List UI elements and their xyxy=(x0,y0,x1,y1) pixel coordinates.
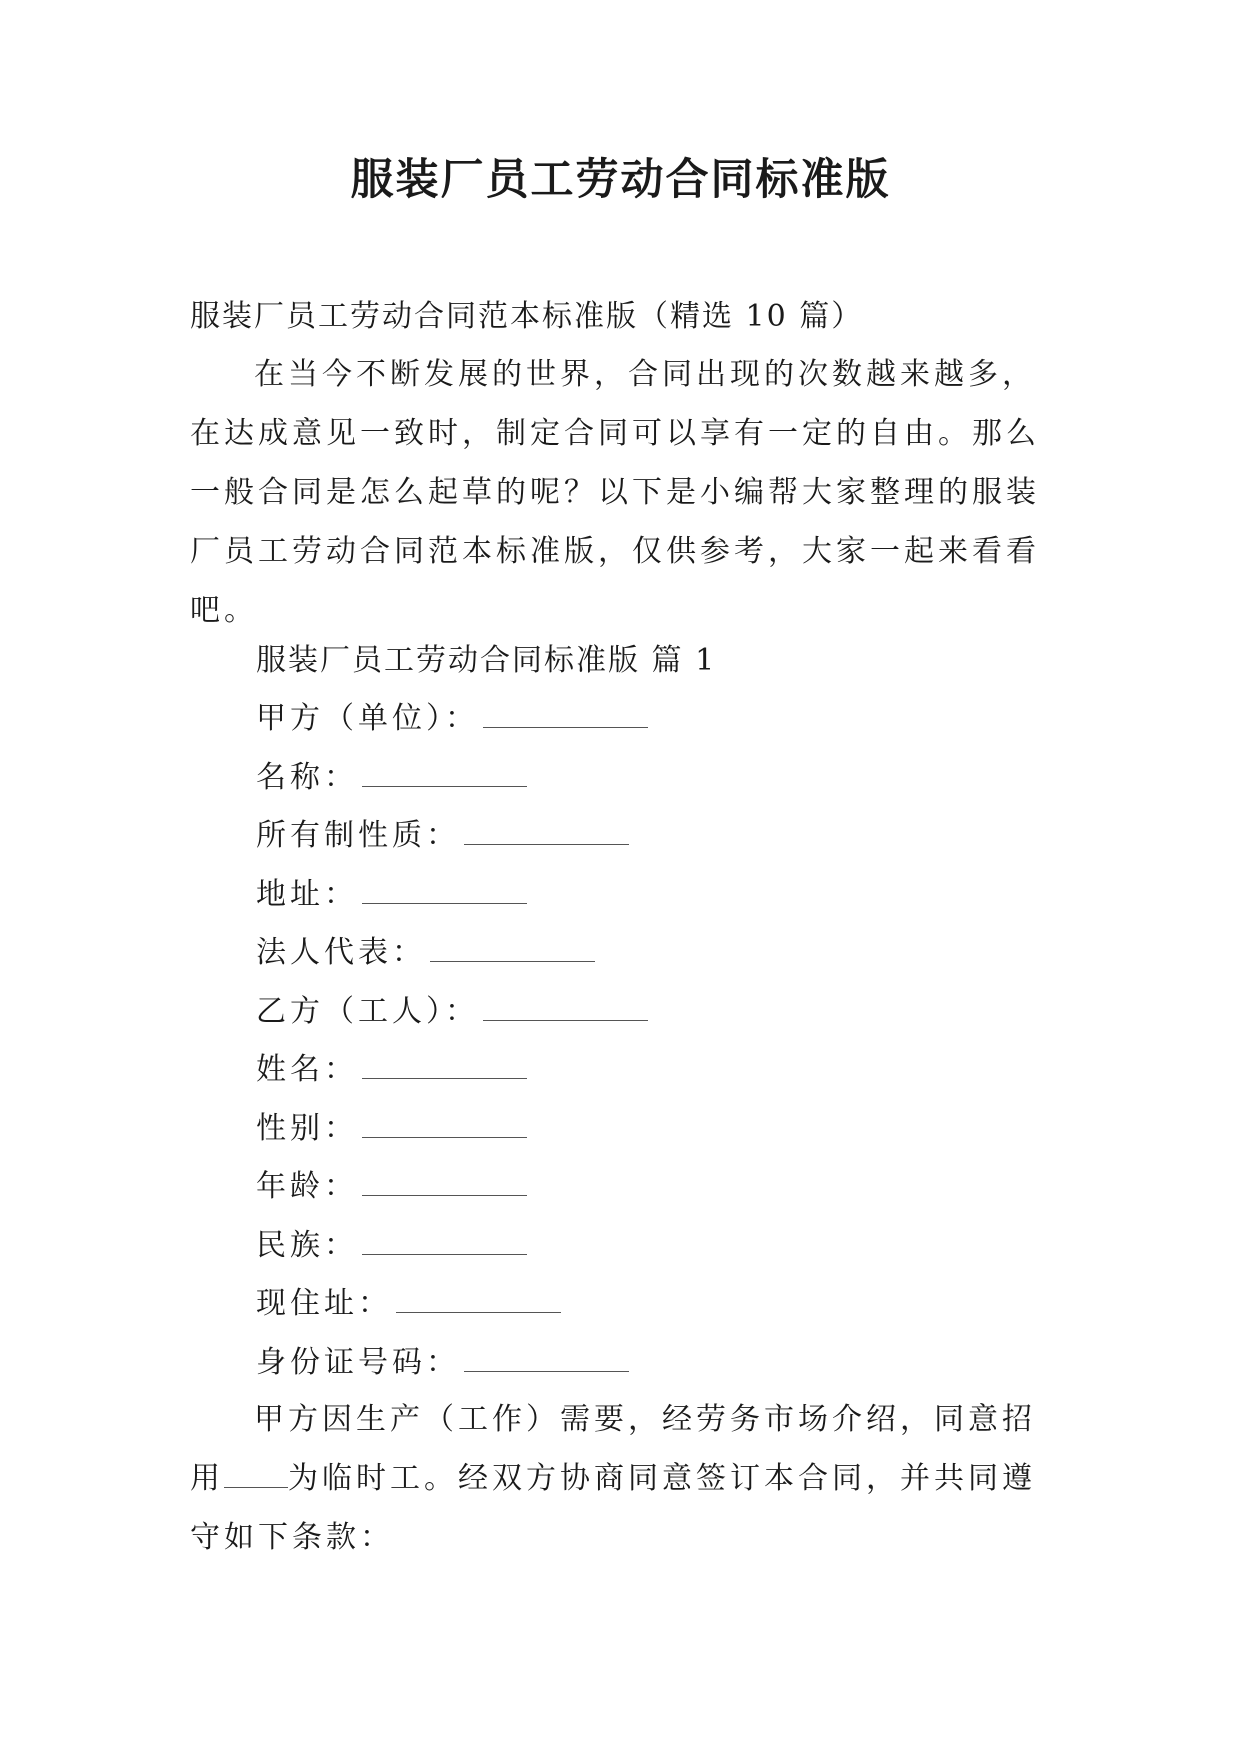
closing-text-start: 甲方因生产（工作）需要，经劳务市场介绍，同意招用 xyxy=(190,1402,1036,1496)
fill-in-blank[interactable] xyxy=(362,1224,527,1255)
field-label: 法人代表： xyxy=(256,935,426,970)
fill-in-blank[interactable] xyxy=(483,990,648,1021)
fill-in-blank[interactable] xyxy=(362,1107,527,1138)
field-label: 乙方（工人）： xyxy=(256,993,479,1029)
section-heading: 服装厂员工劳动合同标准版 篇 1 xyxy=(256,643,717,678)
field-label: 民族： xyxy=(256,1227,358,1263)
field-label: 现住址： xyxy=(256,1286,392,1321)
document-title: 服装厂员工劳动合同标准版 xyxy=(350,155,891,205)
field-gender xyxy=(256,1100,648,1159)
fill-in-blank[interactable] xyxy=(362,1165,527,1196)
field-age xyxy=(256,1158,648,1217)
field-name xyxy=(256,749,648,808)
fill-in-blank[interactable] xyxy=(362,873,527,904)
fill-in-blank[interactable] xyxy=(464,814,629,845)
field-label: 甲方（单位）： xyxy=(256,701,479,736)
document-subtitle: 服装厂员工劳动合同范本标准版（精选 10 篇） xyxy=(190,299,864,334)
fill-in-blank[interactable] xyxy=(464,1341,629,1372)
field-worker-name xyxy=(256,1041,648,1100)
field-label: 年龄： xyxy=(256,1169,358,1204)
field-legal-rep xyxy=(256,924,648,983)
field-label: 姓名： xyxy=(256,1052,358,1087)
intro-paragraph: 在当今不断发展的世界，合同出现的次数越来越多，在达成意见一致时，制定合同可以享有一定的自由。那么一般合同是怎么起草的呢？以下是小编帮大家整理的服装厂员工劳动合同范本标准版，仅供参考，大家一起来看看吧。 xyxy=(190,357,1040,628)
field-ethnicity xyxy=(256,1217,648,1276)
field-label: 名称： xyxy=(256,759,358,795)
field-label: 所有制性质： xyxy=(256,818,460,853)
field-label: 性别： xyxy=(256,1110,358,1146)
closing-paragraph xyxy=(190,1390,1050,1567)
fill-in-blank[interactable] xyxy=(362,756,527,787)
contract-fields xyxy=(256,690,648,1392)
field-address xyxy=(256,866,648,925)
field-label: 地址： xyxy=(256,876,358,912)
field-id-number xyxy=(256,1334,648,1393)
field-label: 身份证号码： xyxy=(256,1344,460,1380)
closing-text-end: 为临时工。经双方协商同意签订本合同，并共同遵守如下条款： xyxy=(190,1461,1036,1555)
fill-in-blank[interactable] xyxy=(362,1048,527,1079)
fill-in-blank[interactable] xyxy=(430,931,595,962)
field-party-b xyxy=(256,983,648,1042)
fill-in-blank[interactable] xyxy=(483,697,648,728)
fill-in-blank[interactable] xyxy=(224,1457,288,1488)
field-party-a xyxy=(256,690,648,749)
fill-in-blank[interactable] xyxy=(396,1282,561,1313)
field-ownership xyxy=(256,807,648,866)
field-current-address xyxy=(256,1275,648,1334)
